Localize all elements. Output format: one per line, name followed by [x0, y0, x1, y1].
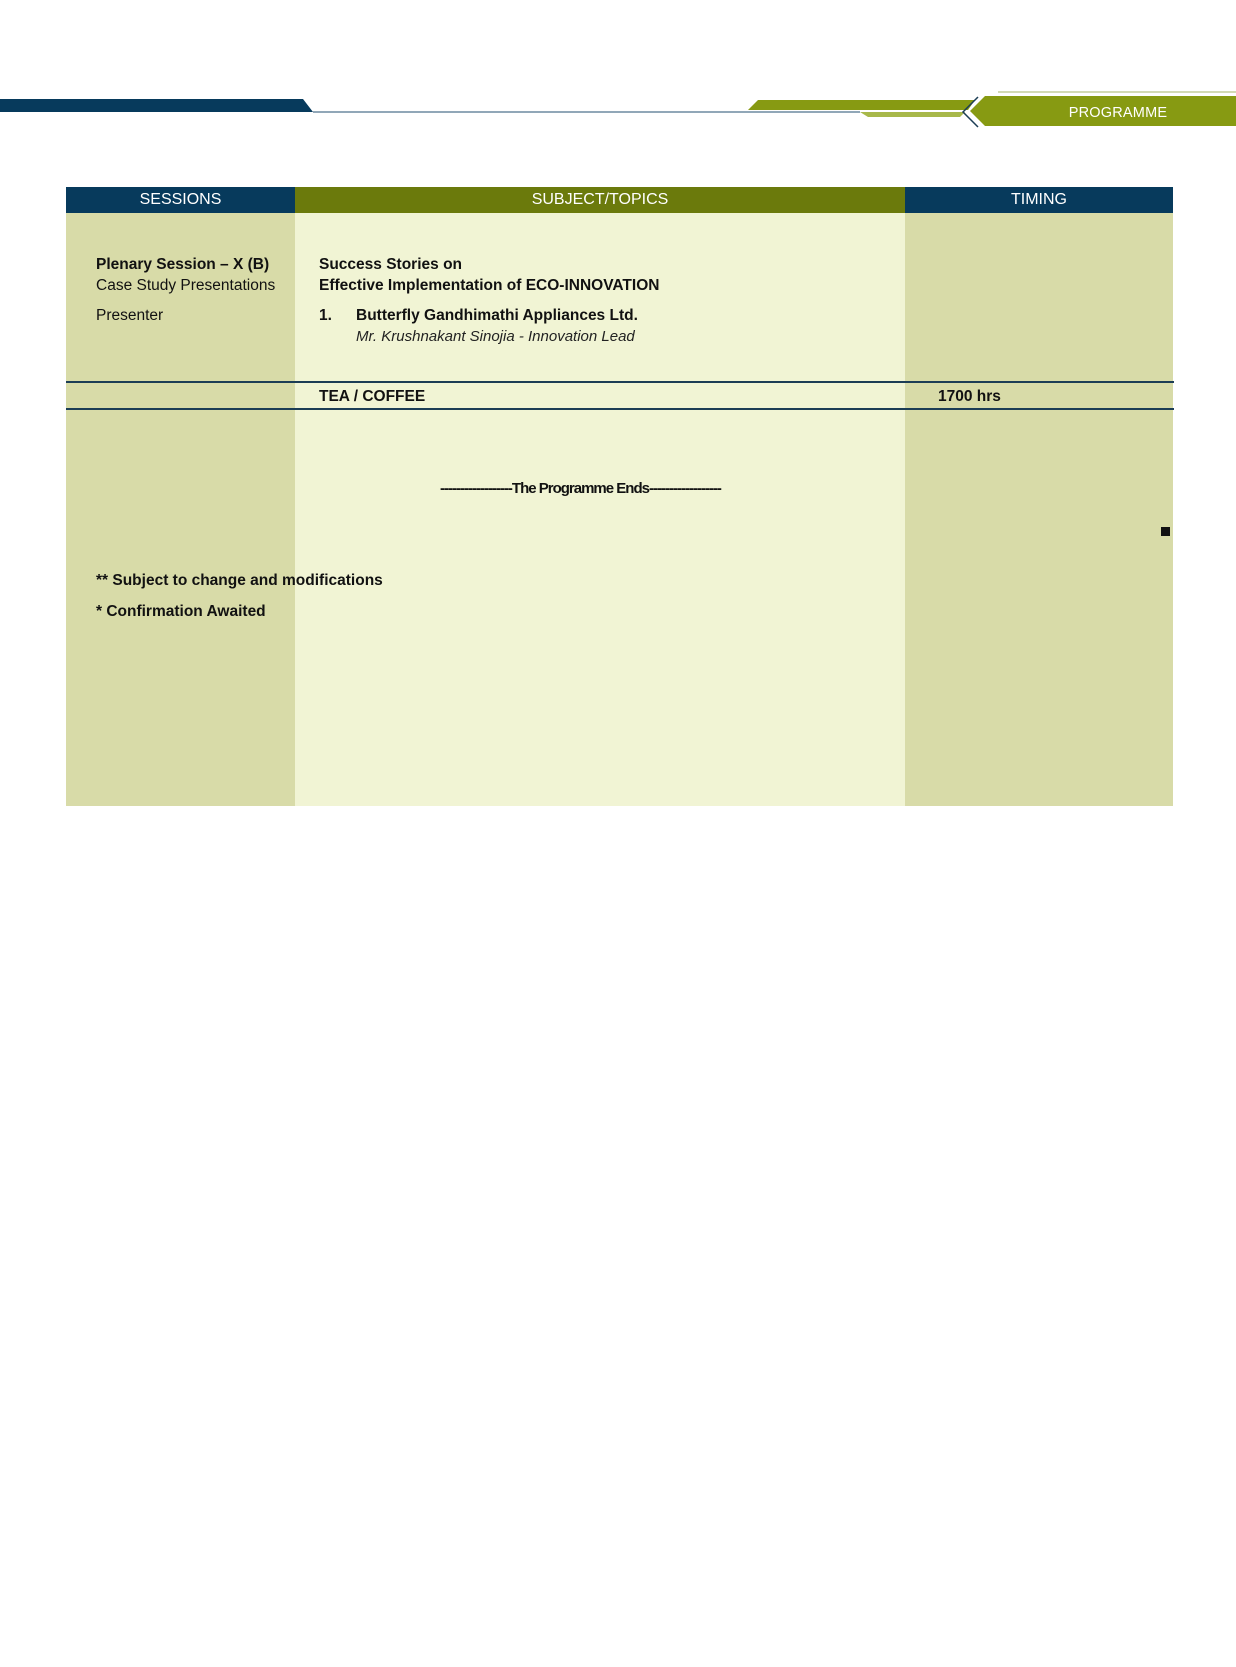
item-number: 1. — [319, 307, 332, 324]
programme-end-text: ------------------The Programme Ends------------------ — [440, 480, 721, 497]
note-confirmation-awaited: * Confirmation Awaited — [96, 603, 266, 620]
programme-tab-label: PROGRAMME — [1068, 105, 1168, 121]
presenter-label: Presenter — [96, 307, 164, 324]
bullet-marker — [1161, 527, 1170, 536]
topic-line-2: Effective Implementation of ECO-INNOVATION — [319, 277, 660, 294]
session-title: Plenary Session – X (B) — [96, 256, 270, 273]
note-subject-to-change: ** Subject to change and modifications — [96, 572, 383, 589]
row-divider-top — [66, 381, 1174, 383]
row-divider-bottom — [66, 408, 1174, 410]
break-time: 1700 hrs — [938, 388, 1001, 405]
break-label: TEA / COFFEE — [319, 388, 426, 405]
sessions-header: SESSIONS — [66, 187, 295, 213]
timing-header: TIMING — [905, 187, 1173, 213]
item-presenter: Mr. Krushnakant Sinojia - Innovation Lead — [356, 328, 635, 345]
topic-line-1: Success Stories on — [319, 256, 463, 273]
item-company: Butterfly Gandhimathi Appliances Ltd. — [356, 307, 638, 324]
subject-header: SUBJECT/TOPICS — [295, 187, 905, 213]
timing-column — [905, 187, 1173, 806]
session-subtitle: Case Study Presentations — [96, 277, 276, 294]
